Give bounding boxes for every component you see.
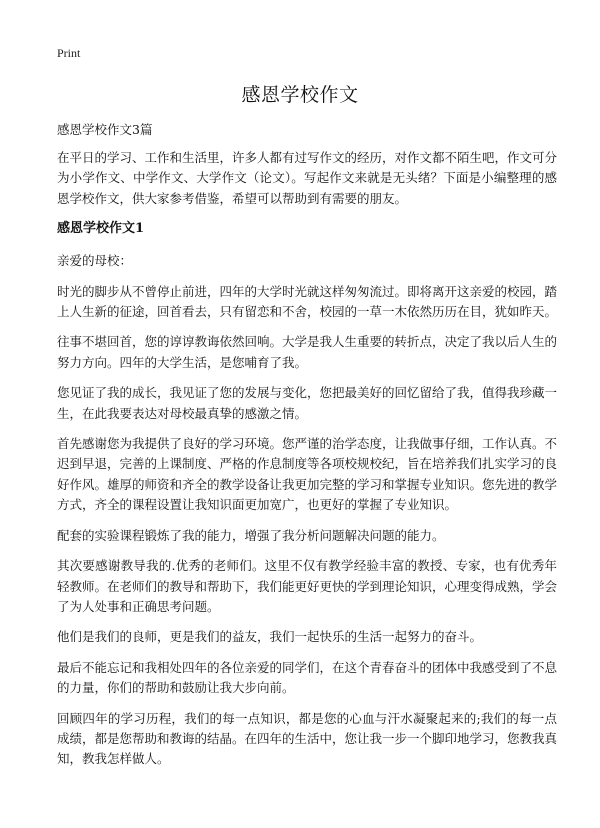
body-paragraph: 往事不堪回首，您的谆谆教诲依然回响。大学是我人生重要的转折点，决定了我以后人生的努力方向。四年的大学生活，是您哺育了我。 xyxy=(57,334,558,370)
section-heading: 感恩学校作文1 xyxy=(57,221,145,237)
article-body xyxy=(57,120,557,780)
article-subtitle: 感恩学校作文3篇 xyxy=(57,122,153,137)
intro-paragraph: 在平日的学习、工作和生活里，许多人都有过写作文的经历，对作文都不陌生吧，作文可分为小学作文、中学作文、大学作文（论文）。写起作文来就是无头绪？下面是小编整理的感恩学校作文，供大家参考借鉴，希望可以帮助到有需要的朋友。 xyxy=(57,150,558,206)
body-paragraph: 其次要感谢教导我的.优秀的老师们。这里不仅有教学经验丰富的教授、专家，也有优秀年轻教师。在老师们的教导和帮助下，我们能更好更快的学到理论知识，心理变得成熟，学会了为人处事和正确思考问题。 xyxy=(57,558,558,614)
page-title: 感恩学校作文 xyxy=(241,84,359,106)
body-paragraph: 回顾四年的学习历程，我们的每一点知识，都是您的心血与汗水凝聚起来的;我们的每一点成绩，都是您帮助和教诲的结晶。在四年的生活中，您让我一步一个脚印地学习，您教我真知，教我怎样做人。 xyxy=(57,710,558,767)
body-paragraph: 最后不能忘记和我相处四年的各位亲爱的同学们，在这个青春奋斗的团体中我感受到了不息的力量，你们的帮助和鼓励让我大步向前。 xyxy=(57,659,558,696)
body-paragraph: 您见证了我的成长，我见证了您的发展与变化，您把最美好的回忆留给了我，值得我珍藏一生，在此我要表达对母校最真挚的感激之情。 xyxy=(57,385,558,421)
print-link[interactable]: Print xyxy=(57,46,81,60)
body-paragraph: 时光的脚步从不曾停止前进，四年的大学时光就这样匆匆流过。即将离开这亲爱的校园，踏上人生新的征途，回首看去，只有留恋和不舍，校园的一草一木依然历历在目，犹如昨天。 xyxy=(57,283,558,320)
body-paragraph: 配套的实验课程锻炼了我的能力，增强了我分析问题解决问题的能力。 xyxy=(57,527,445,543)
body-paragraph: 首先感谢您为我提供了良好的学习环境。您严谨的治学态度，让我做事仔细，工作认真。不迟到早退，完善的上课制度、严格的作息制度等各项校规校纪，旨在培养我们扎实学习的良好作风。雄厚的师资和齐全的教学设备让我更加完整的学习和掌握专业知识。您先进的教学方式，齐全的课程设置让我知识面更加宽广，也更好的掌握了专业知识。 xyxy=(57,436,558,513)
body-paragraph: 他们是我们的良师，更是我们的益友，我们一起快乐的生活一起努力的奋斗。 xyxy=(57,629,483,645)
salutation: 亲爱的母校： xyxy=(57,253,133,269)
